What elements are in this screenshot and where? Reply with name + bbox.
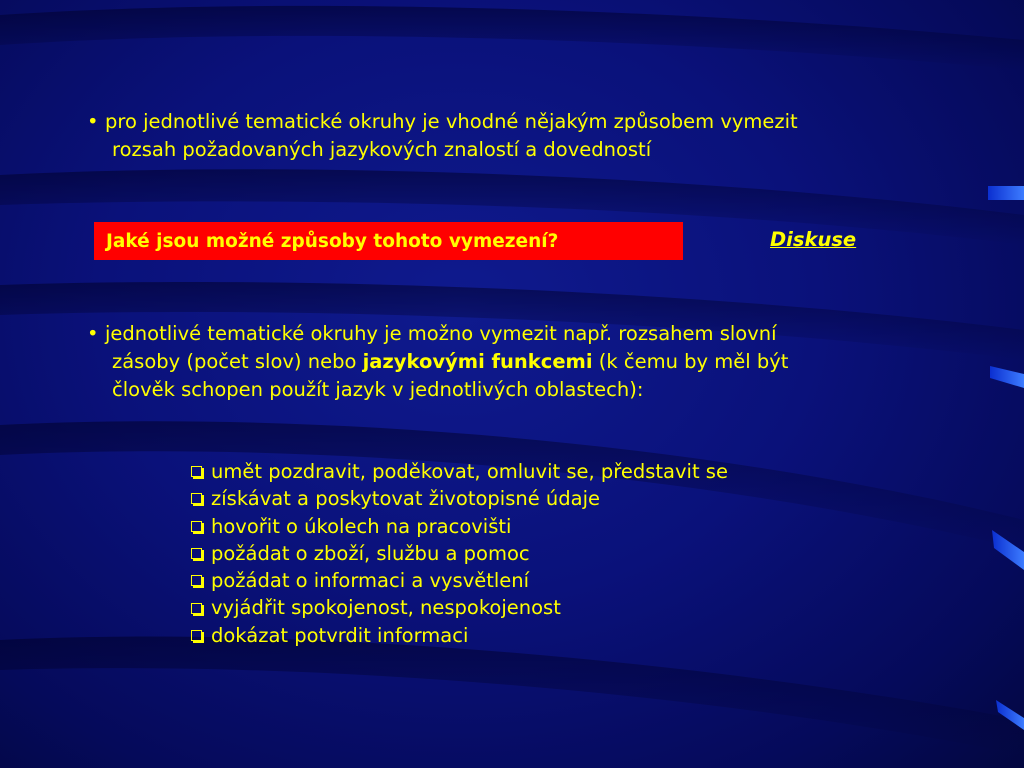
language-functions-list [191, 458, 728, 649]
question-text: Jaké jsou možné způsoby tohoto vymezení? [106, 230, 559, 252]
list-item [191, 458, 728, 485]
question-highlight-box [94, 222, 683, 260]
list-item [191, 594, 728, 621]
list-item [191, 540, 728, 567]
bullet-icon: • [87, 110, 99, 133]
checkbox-icon [191, 493, 202, 504]
intro-bullet-paragraph [87, 108, 967, 164]
checkbox-icon [191, 630, 202, 641]
emphasized-term: jazykovými funkcemi [362, 350, 593, 373]
paragraph-line-mixed [87, 348, 967, 376]
checkbox-icon [191, 466, 202, 477]
list-item-text: požádat o zboží, službu a pomoc [211, 541, 530, 565]
list-item [191, 622, 728, 649]
paragraph-line: rozsah požadovaných jazykových znalostí a dovedností [112, 138, 652, 161]
list-item [191, 485, 728, 512]
list-item-text: hovořit o úkolech na pracovišti [211, 514, 512, 538]
list-item-text: požádat o informaci a vysvětlení [211, 569, 530, 593]
checkbox-icon [191, 521, 202, 532]
list-item-text: získávat a poskytovat životopisné údaje [211, 487, 601, 511]
paragraph-line: člověk schopen použít jazyk v jednotlivých oblastech): [112, 378, 644, 401]
functions-bullet-paragraph [87, 320, 967, 404]
list-item [191, 513, 728, 540]
list-item [191, 567, 728, 594]
checkbox-icon [191, 548, 202, 559]
bullet-icon: • [87, 322, 99, 345]
paragraph-line: pro jednotlivé tematické okruhy je vhodné nějakým způsobem vymezit [105, 110, 798, 133]
list-item-text: vyjádřit spokojenost, nespokojenost [211, 596, 561, 620]
checkbox-icon [191, 575, 202, 586]
discussion-link[interactable]: Diskuse [770, 228, 857, 251]
paragraph-text: zásoby (počet slov) nebo [112, 350, 363, 373]
list-item-text: umět pozdravit, poděkovat, omluvit se, představit se [211, 460, 728, 483]
list-item-text: dokázat potvrdit informaci [211, 623, 469, 647]
paragraph-line: jednotlivé tematické okruhy je možno vymezit např. rozsahem slovní [105, 322, 777, 345]
checkbox-icon [191, 603, 202, 614]
paragraph-text: (k čemu by měl být [592, 350, 789, 373]
